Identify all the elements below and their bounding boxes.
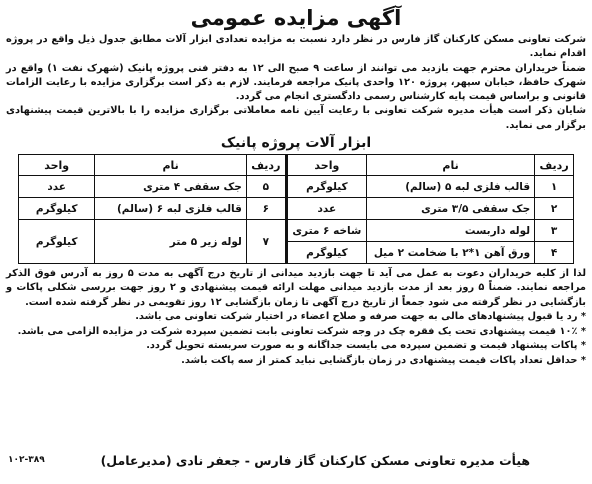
item-unit: کیلوگرم	[286, 242, 366, 264]
note-bullet: * حداقل تعداد پاکات قیمت پیشنهادی در زمان بازگشایی نباید کمتر از سه پاکت باشد.	[181, 354, 586, 366]
table-row	[19, 220, 574, 242]
table-row	[19, 176, 574, 198]
item-name: قالب فلزی لبه ۵ (سالم)	[366, 176, 534, 198]
item-name: ورق آهن ۱*۲ با ضخامت ۲ میل	[366, 242, 534, 264]
item-name: لوله داربست	[366, 220, 534, 242]
header-unit: واحد	[19, 155, 95, 176]
signature-line: هیأت مدیره تعاونی مسکن کارکنان گاز فارس - جعفر نادی (مدیرعامل)	[100, 452, 531, 468]
header-row-number: ردیف	[535, 155, 574, 176]
row-number: ۶	[246, 198, 286, 220]
intro-paragraph-2: ضمناً خریداران محترم جهت بازدید می توانند از ساعت ۹ صبح الی ۱۲ به دفتر فنی پروژه پانیک (شهرک نفت ۱) واقع در شهرک حافظ، خیابان سپهر، پروژه ۱۲۰ واحدی پانیک مراجعه فرمایند. لازم به ذکر است برگزاری مزایده با رعایت الزامات قانونی و براساس قیمت پایه کارشناس رسمی دادگستری انجام می گردد.	[6, 62, 586, 103]
table-row	[19, 198, 574, 220]
row-number: ۳	[535, 220, 574, 242]
note-bullet: * رد یا قبول پیشنهادهای مالی به جهت صرفه و صلاح اعضاء در اختیار شرکت تعاونی می باشد.	[135, 311, 586, 323]
footer	[6, 450, 586, 470]
row-number: ۵	[246, 176, 286, 198]
header-row-number: ردیف	[246, 155, 286, 176]
note-bullet: * پاکات پیشنهاد قیمت و تضمین سپرده می بایست جداگانه و به صورت سربسته تحویل گردد.	[146, 340, 586, 352]
notice-code: ۱۰۲-۳۸۹	[8, 455, 45, 465]
item-name: جک سقفی ۴ متری	[95, 176, 247, 198]
notice-title: آگهی مزایده عمومی	[190, 6, 402, 30]
item-unit: عدد	[19, 176, 95, 198]
notes-paragraph: لذا از کلیه خریداران دعوت به عمل می آید تا جهت بازدید میدانی از تاریخ درج آگهی به مدت ۵ روز به آدرس فوق الذکر مراجعه نمایند. ضمناً ۵ روز بعد از مدت بازدید میدانی مهلت ارائه قیمت پیشنهادی و ۲ روز جهت بررسی شکلی پاکات و بازگشایی در نظر گرفته می شود جمعاً از تاریخ درج آگهی تا زمان بازگشایی ۱۲ روز تقویمی در نظر گرفته شده است.	[6, 268, 587, 308]
item-unit: کیلوگرم	[19, 220, 95, 264]
item-name: جک سقفی ۳/۵ متری	[366, 198, 534, 220]
intro-paragraph-3: شایان ذکر است هیأت مدیره شرکت تعاونی با رعایت آیین نامه معاملاتی برگزاری مزایده را با بالاترین قیمت پیشنهادی برگزار می نماید.	[6, 105, 586, 131]
header-unit: واحد	[286, 155, 366, 176]
intro-paragraph-1: شرکت تعاونی مسکن کارکنان گاز فارس در نظر دارد نسبت به مزایده تعدادی ابزار آلات مطابق جدول ذیل واقع در پروژه اقدام نماید.	[6, 34, 586, 60]
table-title: ابزار آلات پروژه پانیک	[220, 135, 372, 152]
row-number: ۱	[535, 176, 574, 198]
row-number: ۷	[246, 220, 286, 264]
equipment-table	[18, 154, 574, 264]
table-header-row	[19, 155, 574, 176]
notes-section	[6, 267, 586, 368]
row-number: ۲	[535, 198, 574, 220]
header-name: نام	[95, 155, 247, 176]
auction-notice	[6, 5, 586, 472]
header-name: نام	[366, 155, 534, 176]
item-unit: کیلوگرم	[286, 176, 366, 198]
item-unit: کیلوگرم	[19, 198, 95, 220]
item-name: لوله زیر ۵ متر	[95, 220, 247, 264]
item-name: قالب فلزی لبه ۶ (سالم)	[95, 198, 247, 220]
note-bullet: * ۱۰٪ قیمت پیشنهادی تحت یک فقره چک در وجه شرکت تعاونی بابت تضمین سپرده شرکت در مزایده الزامی می باشد.	[17, 325, 586, 337]
item-unit: عدد	[286, 198, 366, 220]
row-number: ۴	[535, 242, 574, 264]
item-unit: شاخه ۶ متری	[286, 220, 366, 242]
